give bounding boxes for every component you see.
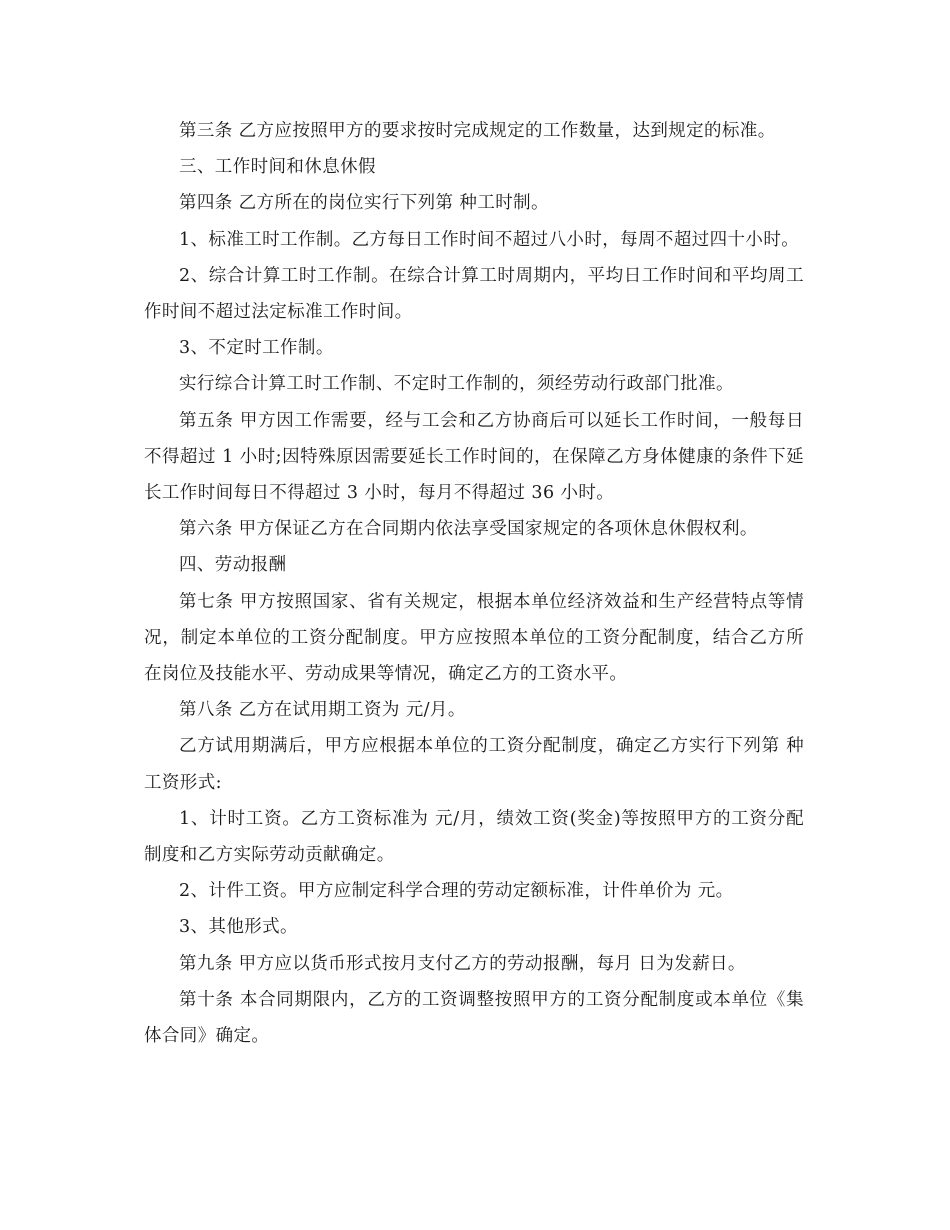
paragraph-article-6: 第六条 甲方保证乙方在合同期内依法享受国家规定的各项休息休假权利。	[179, 519, 758, 540]
list-item-comprehensive-hours: 2、综合计算工时工作制。在综合计算工时周期内，平均日工作时间和平均周工作时间不超过法定标准工作时间。	[144, 265, 804, 323]
paragraph-article-3: 第三条 乙方应按照甲方的要求按时完成规定的工作数量，达到规定的标准。	[179, 121, 776, 141]
paragraph-article-4: 第四条 乙方所在的岗位实行下列第 种工时制。	[179, 193, 549, 214]
list-item-other-forms: 3、其他形式。	[179, 917, 298, 938]
section-heading-remuneration: 四、劳动报酬	[179, 555, 287, 576]
paragraph-approval-note: 实行综合计算工时工作制、不定时工作制的，须经劳动行政部门批准。	[179, 374, 734, 395]
paragraph-article-10: 第十条 本合同期限内，乙方的工资调整按照甲方的工资分配制度或本单位《集体合同》确定。	[144, 989, 804, 1047]
paragraph-post-probation: 乙方试用期满后，甲方应根据本单位的工资分配制度，确定乙方实行下列第 种工资形式:	[144, 736, 804, 793]
list-item-standard-hours: 1、标准工时工作制。乙方每日工作时间不超过八小时，每周不超过四十小时。	[179, 229, 800, 250]
paragraph-article-7: 第七条 甲方按照国家、省有关规定，根据本单位经济效益和生产经营特点等情况，制定本单位的工资分配制度。甲方应按照本单位的工资分配制度，结合乙方所在岗位及技能水平、劳动成果等情况，确定乙方的工资水平。	[144, 591, 804, 685]
section-heading-working-hours: 三、工作时间和休息休假	[179, 157, 376, 178]
document-body	[144, 113, 804, 1054]
paragraph-article-8: 第八条 乙方在试用期工资为 元/月。	[179, 700, 466, 721]
list-item-piece-wage: 2、计件工资。甲方应制定科学合理的劳动定额标准，计件单价为 元。	[179, 881, 734, 902]
list-item-flexible-hours: 3、不定时工作制。	[179, 338, 334, 359]
paragraph-article-9: 第九条 甲方应以货币形式按月支付乙方的劳动报酬，每月 日为发薪日。	[179, 953, 746, 974]
list-item-time-wage: 1、计时工资。乙方工资标准为 元/月，绩效工资(奖金)等按照甲方的工资分配制度和乙方实际劳动贡献确定。	[144, 808, 804, 866]
paragraph-article-5: 第五条 甲方因工作需要，经与工会和乙方协商后可以延长工作时间，一般每日不得超过 1 小时;因特殊原因需要延长工作时间的，在保障乙方身体健康的条件下延长工作时间每日不得超过 3 小时，每月不得超过 36 小时。	[144, 410, 804, 504]
